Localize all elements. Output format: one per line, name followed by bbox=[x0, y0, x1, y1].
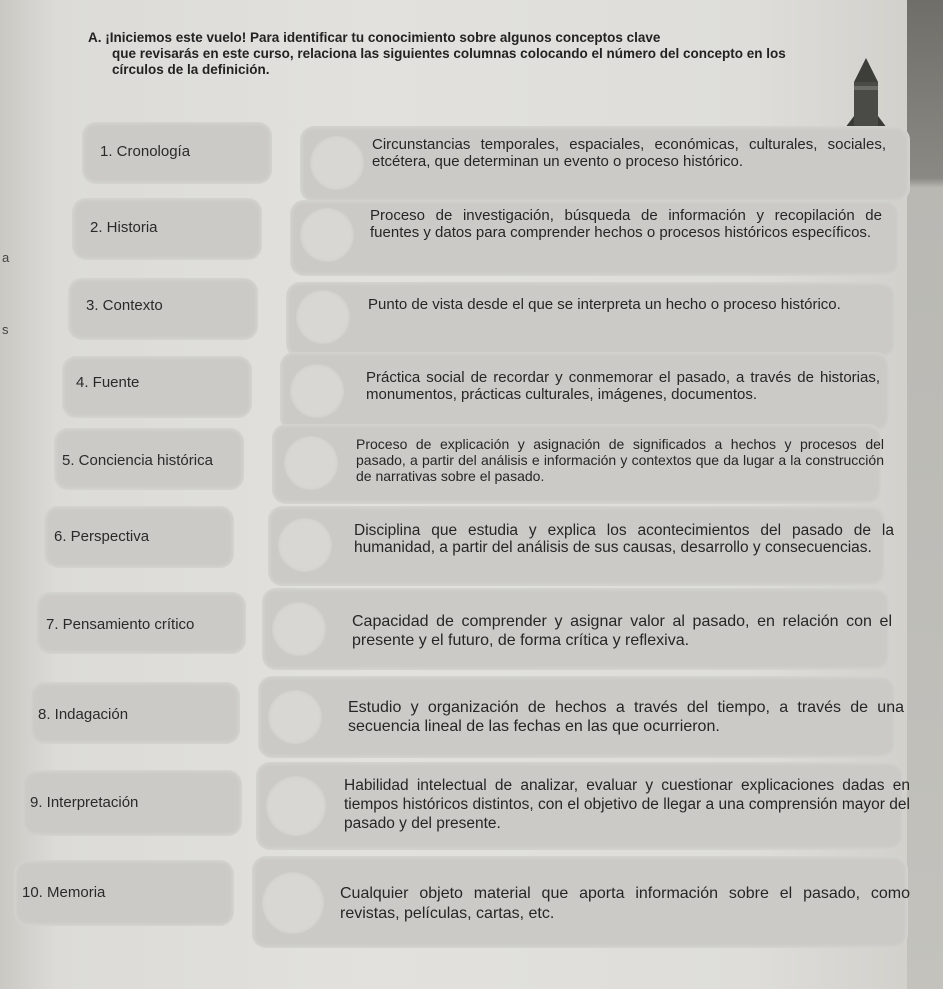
concept-label: 8. Indagación bbox=[38, 706, 129, 723]
concept-label: 2. Historia bbox=[90, 219, 158, 236]
margin-mark: s bbox=[2, 322, 9, 337]
answer-circle[interactable] bbox=[296, 290, 350, 344]
answer-circle[interactable] bbox=[268, 690, 322, 744]
concept-label: 6. Perspectiva bbox=[54, 528, 150, 545]
answer-circle[interactable] bbox=[284, 436, 338, 490]
definition-text: Disciplina que estudia y explica los acontecimientos del pasado de la humanidad, a partir del análisis de sus causas, desarrollo y consecuencias. bbox=[354, 522, 894, 556]
definition-text: Proceso de investigación, búsqueda de información y recopilación de fuentes y datos para comprender hechos o procesos históricos específicos. bbox=[370, 207, 882, 241]
definition-text: Punto de vista desde el que se interpreta un hecho o proceso histórico. bbox=[368, 296, 841, 313]
concept-label: 1. Cronología bbox=[100, 143, 191, 160]
instructions-lead: A. ¡Iniciemos este vuelo! Para identificar tu conocimiento sobre algunos conceptos clave bbox=[88, 30, 661, 45]
concept-label: 7. Pensamiento crítico bbox=[46, 616, 195, 633]
definition-text: Habilidad intelectual de analizar, evaluar y cuestionar explicaciones dadas en tiempos históricos distintos, con el objetivo de llegar a una comprensión mayor del pasado y del presente. bbox=[344, 777, 910, 832]
answer-circle[interactable] bbox=[300, 208, 354, 262]
definition-text: Proceso de explicación y asignación de significados a hechos y procesos del pasado, a partir del análisis e información y contextos que da lugar a la construcción de narrativas sobre el pasado. bbox=[356, 436, 884, 484]
instructions-rest: que revisarás en este curso, relaciona las siguientes columnas colocando el número del concepto en los círculos de la definición. bbox=[112, 46, 786, 77]
definition-text: Estudio y organización de hechos a través del tiempo, a través de una secuencia lineal de las fechas en las que ocurrieron. bbox=[348, 699, 904, 735]
concept-label: 9. Interpretación bbox=[30, 794, 139, 811]
answer-circle[interactable] bbox=[310, 136, 364, 190]
concept-label: 4. Fuente bbox=[76, 374, 140, 391]
definition-text: Cualquier objeto material que aporta información sobre el pasado, como revistas, películas, cartas, etc. bbox=[340, 885, 910, 922]
definition-text: Práctica social de recordar y conmemorar el pasado, a través de historias, monumentos, prácticas culturales, imágenes, documentos. bbox=[366, 369, 880, 403]
answer-circle[interactable] bbox=[262, 872, 324, 934]
answer-circle[interactable] bbox=[278, 518, 332, 572]
page-edge-shadow bbox=[907, 0, 943, 989]
concept-label: 10. Memoria bbox=[22, 884, 106, 901]
answer-circle[interactable] bbox=[290, 364, 344, 418]
concept-label: 5. Conciencia histórica bbox=[62, 452, 213, 469]
margin-mark: a bbox=[2, 250, 10, 265]
definition-card bbox=[286, 282, 896, 358]
concept-label: 3. Contexto bbox=[86, 297, 163, 314]
instructions bbox=[88, 30, 808, 78]
answer-circle[interactable] bbox=[266, 776, 326, 836]
definition-text: Capacidad de comprender y asignar valor al pasado, en relación con el presente y el futuro, de forma crítica y reflexiva. bbox=[352, 613, 892, 649]
answer-circle[interactable] bbox=[272, 602, 326, 656]
definition-text: Circunstancias temporales, espaciales, económicas, culturales, sociales, etcétera, que determinan un evento o proceso histórico. bbox=[372, 136, 886, 170]
